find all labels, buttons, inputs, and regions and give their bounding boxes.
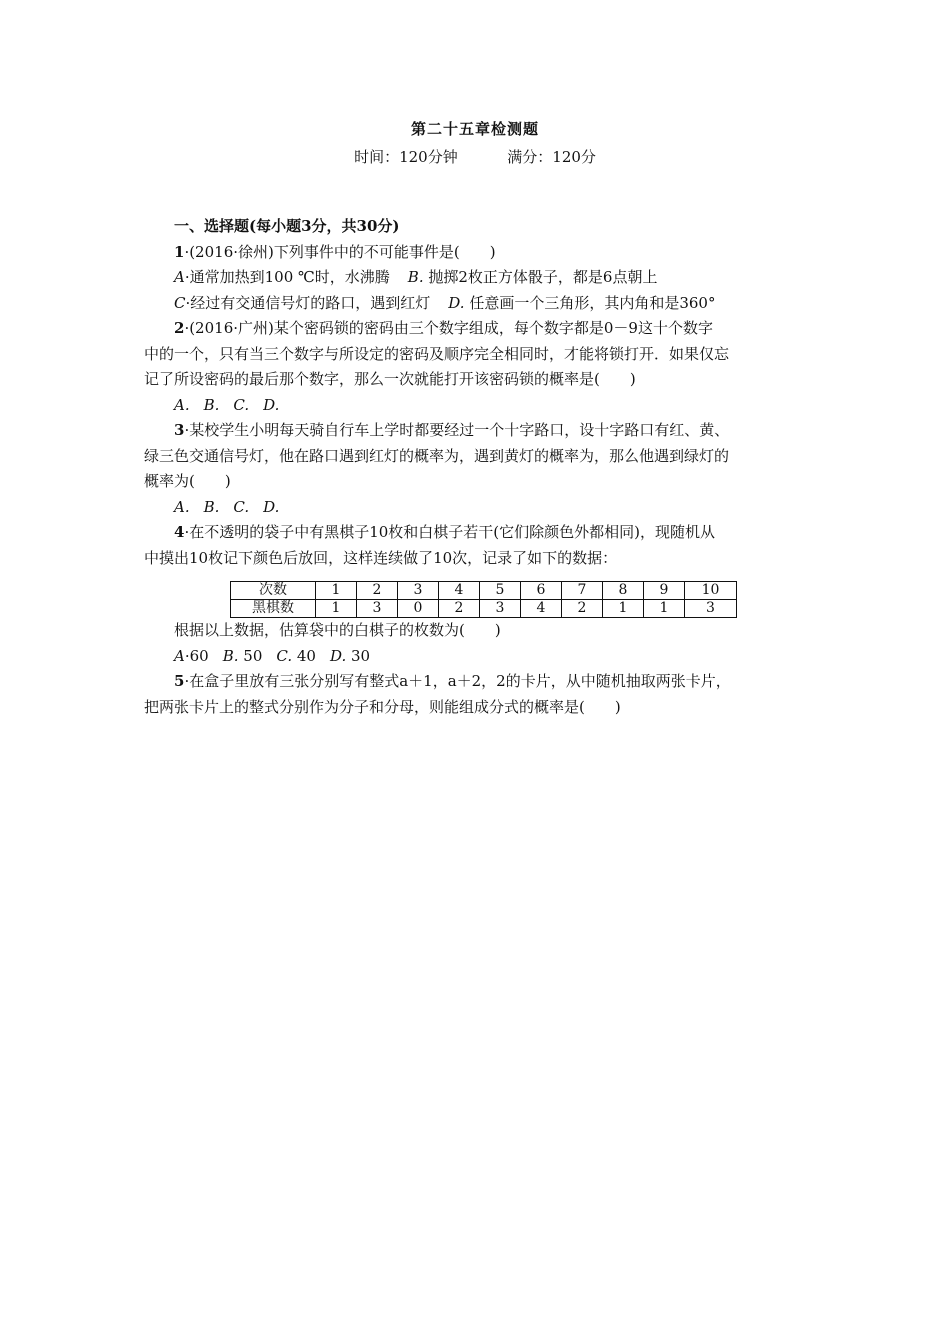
table-cell: 8 xyxy=(603,582,644,600)
table-cell: 4 xyxy=(439,582,480,600)
table-cell: 6 xyxy=(521,582,562,600)
question-2-line-2: 中的一个，只有当三个数字与所设定的密码及顺序完全相同时，才能将锁打开．如果仅忘 xyxy=(144,344,730,363)
option-text: 任意画一个三角形，其内角和是360° xyxy=(469,293,716,312)
question-text: ·(2016·徐州)下列事件中的不可能事件是( ) xyxy=(184,242,496,261)
question-2-options xyxy=(144,393,812,419)
table-row xyxy=(231,600,737,618)
question-1-stem xyxy=(144,240,812,266)
table-cell: 4 xyxy=(521,600,562,618)
option-label: D. xyxy=(448,293,465,312)
option-text: ·通常加热到100 ℃时，水沸腾 xyxy=(184,268,390,286)
option-label: A xyxy=(174,646,185,665)
question-3-line-1 xyxy=(144,418,812,444)
exam-meta xyxy=(0,146,950,167)
option-text: 抛掷2枚正方体骰子，都是6点朝上 xyxy=(428,268,658,286)
table-cell: 5 xyxy=(480,582,521,600)
table-cell: 2 xyxy=(439,600,480,618)
question-number: 2 xyxy=(174,319,185,337)
table-cell: 0 xyxy=(398,600,439,618)
option-label: A xyxy=(174,268,185,286)
table-cell: 9 xyxy=(644,582,685,600)
question-4-line-2: 中摸出10枚记下颜色后放回，这样连续做了10次，记录了如下的数据： xyxy=(144,548,618,567)
question-text: ·某校学生小明每天骑自行车上学时都要经过一个十字路口，设十字路口有红、黄、 xyxy=(184,421,730,439)
option-label: C. xyxy=(233,395,250,414)
question-number: 3 xyxy=(174,421,185,439)
option-label: D. xyxy=(263,395,280,414)
option-label: C. xyxy=(233,497,250,516)
question-4-line-1 xyxy=(144,520,812,546)
table-cell: 2 xyxy=(357,582,398,600)
table-cell: 2 xyxy=(562,600,603,618)
option-label: B. xyxy=(222,646,239,665)
option-label: A. xyxy=(174,497,190,516)
option-text: 30 xyxy=(351,646,371,665)
table-cell: 1 xyxy=(603,600,644,618)
question-number: 4 xyxy=(174,523,185,541)
option-text: ·经过有交通信号灯的路口，遇到红灯 xyxy=(185,293,431,312)
exam-content xyxy=(144,214,812,720)
table-cell: 3 xyxy=(357,600,398,618)
question-text: ·(2016·广州)某个密码锁的密码由三个数字组成，每个数字都是0－9这十个数字 xyxy=(184,319,713,337)
table-cell: 7 xyxy=(562,582,603,600)
table-cell: 1 xyxy=(644,600,685,618)
question-5-line-2: 把两张卡片上的整式分别作为分子和分母，则能组成分式的概率是( ) xyxy=(144,697,621,716)
option-label: B. xyxy=(407,268,424,286)
option-text: 50 xyxy=(243,646,263,665)
table-header-cell: 黑棋数 xyxy=(231,600,316,618)
question-3-options xyxy=(144,495,812,521)
question-5-line-1 xyxy=(144,669,812,695)
table-cell: 1 xyxy=(316,600,357,618)
question-3-line-3: 概率为( ) xyxy=(144,472,231,490)
question-1-options-ab xyxy=(144,265,812,291)
data-table xyxy=(230,581,737,618)
question-3-line-2: 绿三色交通信号灯，他在路口遇到红灯的概率为，遇到黄灯的概率为，那么他遇到绿灯的 xyxy=(144,446,730,465)
section-heading: 一、选择题(每小题3分，共30分) xyxy=(174,217,400,235)
question-2-line-3: 记了所设密码的最后那个数字，那么一次就能打开该密码锁的概率是( ) xyxy=(144,370,636,388)
question-4-options xyxy=(144,644,812,670)
table-cell: 3 xyxy=(685,600,737,618)
option-label: D. xyxy=(263,497,280,516)
page-title: 第二十五章检测题 xyxy=(410,120,539,138)
question-text: ·在不透明的袋子中有黑棋子10枚和白棋子若干(它们除颜色外都相同)，现随机从 xyxy=(184,523,716,541)
table-cell: 1 xyxy=(316,582,357,600)
exam-score: 满分：120分 xyxy=(507,148,596,166)
question-text: ·在盒子里放有三张分别写有整式a＋1，a＋2，2的卡片，从中随机抽取两张卡片， xyxy=(184,672,731,690)
option-label: C. xyxy=(276,646,293,665)
question-2-line-1 xyxy=(144,316,812,342)
option-text: 40 xyxy=(296,646,316,665)
question-number: 5 xyxy=(174,672,185,690)
question-4-line-3: 根据以上数据，估算袋中的白棋子的枚数为( ) xyxy=(174,621,501,639)
option-label: C xyxy=(174,293,186,312)
table-row xyxy=(231,582,737,600)
question-1-options-cd xyxy=(144,291,812,317)
option-label: B. xyxy=(203,497,220,516)
table-cell: 3 xyxy=(480,600,521,618)
table-cell: 10 xyxy=(685,582,737,600)
option-label: B. xyxy=(203,395,220,414)
exam-time: 时间：120分钟 xyxy=(354,148,458,166)
table-header-cell: 次数 xyxy=(231,582,316,600)
option-label: D. xyxy=(329,646,347,665)
option-text: ·60 xyxy=(184,646,209,665)
table-cell: 3 xyxy=(398,582,439,600)
option-label: A. xyxy=(174,395,190,414)
question-number: 1 xyxy=(174,242,185,261)
